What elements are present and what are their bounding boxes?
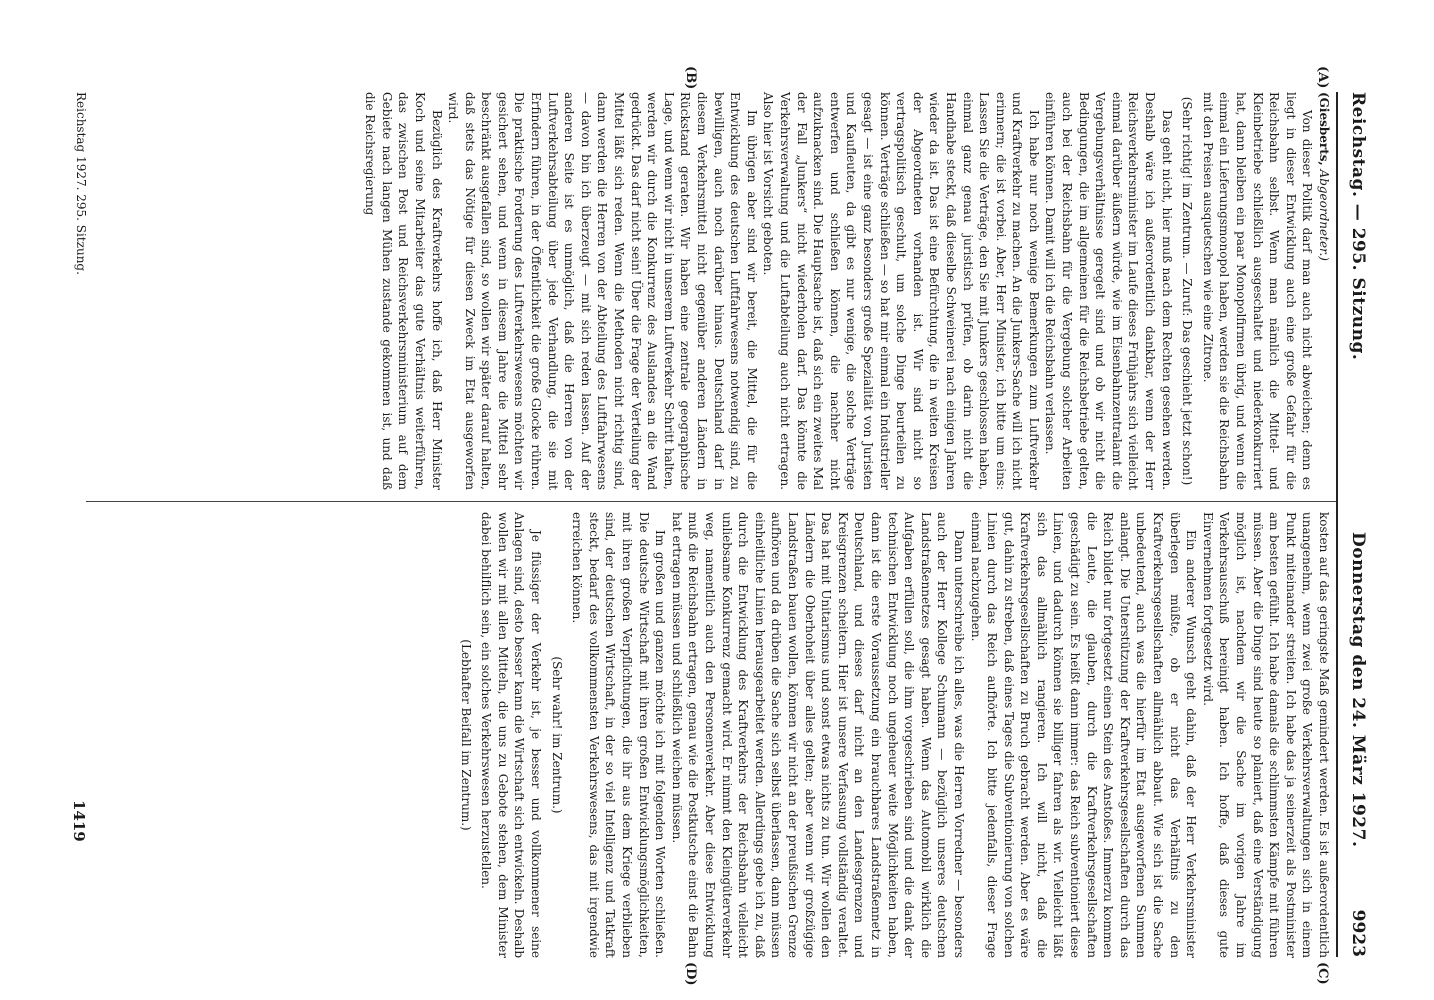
header-rule: [1336, 92, 1338, 957]
margin-marker-a: (A): [1315, 66, 1330, 89]
margin-marker-c: (C): [1315, 962, 1330, 985]
paragraph: Im übrigen aber sind wir bereit, die Mittel, die für die Entwicklung des deutschen Luftfahrwesens notwendig sind, zu bewilligen, auch noch darüber hinaus. Deutschland darf in diesem Verkehrsmittel nicht gegenüber anderen Ländern in Rückstand geraten. Wir haben eine zentrale geographische Lage, und wenn wir nicht in unserem Luftverkehr Schritt halten, werden wir durch die Konkurrenz des Auslandes an die Wand gedrückt. Das darf nicht sein! Über die Frage der Verteilung der Mittel läßt sich reden. Wenn die Methoden nicht richtig sind, dann werden die Herren von der Abteilung des Luftfahrwesens — davon bin ich überzeugt — mit sich reden lassen. Auf der anderen Seite ist es unmöglich, daß die Herren von der Luftverkehrsabteilung über jede Verhandlung, die sie mit Erfindern führen, in der Öffentlichkeit die große Glocke rühren. Die praktische Forderung des Luftverkehrswesens möchten wir gesichert sehen, und wenn in diesem Jahre die Mittel sehr beschränkt ausgefallen sind, so wollen wir später darauf halten, daß stets das Nötige für diesen Zweck im Etat ausgeworfen wird.: [446, 92, 759, 490]
footer-left: Reichstag 1927. 295. Sitzung.: [74, 92, 88, 275]
interjection: (Lebhafter Beifall im Zentrum.): [458, 639, 473, 831]
header-title: Reichstag. — 295. Sitzung.: [1348, 92, 1368, 361]
speaker-name: (Giesberts,: [1317, 92, 1331, 166]
interjection: (Sehr wahr! im Zentrum.): [549, 656, 564, 814]
margin-marker-b: (B): [683, 66, 698, 90]
speaker-role: Abgeordneter.): [1317, 169, 1331, 261]
right-column: [453, 512, 1332, 958]
paragraph: Dann unterschreibe ich alles, was die Herren Vorredner — besonders auch der Herr Kollege Schumann — bezüglich unseres deutschen Landstraßennetzes gesagt haben. Wenn das Automobil wirklich die Aufgaben erfüllen soll, die ihm vorgeschrieben sind und die dank der technischen Entwicklung noch ungeheuer weite Möglichkeiten haben, dann ist die erste Voraussetzung ein brauchbares Landstraßennetz in Deutschland, und dieses darf nicht an den Landesgrenzen und Kreisgrenzen scheitern. Hier ist unsere Verfassung vollständig veraltet. Das hat mit Unitarismus und sonst etwas nichts zu tun. Wir wollen den Ländern die Oberhoheit über alles gelten; aber wenn wir großzügige Landstraßen bauen wollen, können wir nicht an der preußischen Grenze aufhören und da drüben die Sache sich selbst überlassen, dann müssen einheitliche Linien herausgearbeitet werden. Allerdings gebe ich zu, daß durch die Entwicklung des Kraftverkehrs der Reichsbahn vielleicht unliebsame Konkurrenz gemacht wird. Er nimmt den Kleingüterverkehr weg, namentlich auch den Personenverkehr. Aber diese Entwicklung muß die Reichsbahn ertragen, genau wie die Postkutsche einst die Bahn hat ertragen müssen und schließlich weichen müssen.: [669, 512, 966, 958]
paragraph: Bezüglich des Kraftverkehrs hoffe ich, daß Herr Minister Koch und seine Mitarbeiter das gute Verhältnis weiterführen, das zwischen Post und Reichsverkehrsministerium auf dem Gebiete nach langen Mühen zustande gekommen ist, und daß die Reichsregierung: [363, 92, 444, 490]
left-column: [362, 92, 1332, 490]
paragraph: Von dieser Politik darf man auch nicht abweichen; denn es liegt in dieser Entwicklung auch eine große Gefahr für die Reichsbahn selbst. Wenn man nämlich die Mittel- und Kleinbetriebe schließlich ausgeschaltet und niederkonkurriert hat, dann bleiben ein paar Monopolfirmen übrig, und wenn die einmal ein Lieferungsmonopol haben, werden sie die Reichsbahn mit den Preisen ausquetschen wie eine Zitrone.: [1200, 92, 1315, 490]
paragraph: Je flüssiger der Verkehr ist, je besser und vollkommener seine Anlagen sind, desto besser kann die Wirtschaft sich entwickeln. Deshalb wollen wir mit allen Mitteln, die uns zu Gebote stehen, dem Minister dabei behilflich sein, ein solches Verkehrswesen herzustellen.: [479, 512, 544, 958]
header-page-number: 9923: [1348, 909, 1368, 957]
interjection: (Sehr richtig! im Zentrum. — Zuruf: Das geschieht jetzt schon!): [1180, 96, 1195, 486]
header-date: Donnerstag den 24. März 1927.: [1348, 532, 1368, 848]
paragraph: Im großen und ganzen möchte ich mit folgenden Worten schließen. Die deutsche Wirtschaft mit ihren großen Entwicklungsmöglichkeiten, mit ihren großen Verpflichtungen, die ihr aus dem Kriege verblieben sind, der deutschen Wirtschaft, in der so viel Intelligenz und Tatkraft steckt, bedarf des vollkommensten Verkehrswesens, das mit irgendwie erreichen können.: [570, 512, 668, 958]
speaker-line: [1315, 92, 1332, 490]
footer-page-number: 1419: [70, 800, 88, 842]
paragraph: Ein anderer Wunsch geht dahin, daß der Herr Verkehrsminister überlegen müßte, ob er nicht das Verhältnis zu den Kraftverkehrsgesellschaften allmählich abbaut. Wie sich ist die Sache unbedeutend, auch was die hierfür im Etat ausgeworfenen Summen anlangt. Die Unterstützung der Kraftverkehrsgesellschaften durch das Reich bildet nur fortgesetzt einen Stein des Anstoßes. Immerzu kommen die Leute, die glauben, durch die Kraftverkehrsgesellschaften geschädigt zu sein. Es heißt dann immer: das Reich subventioniert diese Linien, und dadurch können sie billiger fahren als wir. Vielleicht läßt sich das allmählich rangieren. Ich will nicht, daß die Kraftverkehrsgesellschaften zu Bruch gebracht werden. Aber es wäre gut, dahin zu streben, daß eines Tages die Subventionierung von solchen Linien durch das Reich aufhörte. Ich bitte jedenfalls, dieser Frage einmal nachzugehen.: [968, 512, 1199, 958]
column-divider: [86, 501, 1336, 502]
page-header: [1340, 92, 1368, 957]
paragraph: Das geht nicht, hier muß nach dem Rechten gesehen werden. Deshalb wäre ich außerordentlich dankbar, wenn der Herr Reichsverkehrsminister im Laufe dieses Frühjahrs sich vielleicht einmal darüber äußern würde, wie im Eisenbahnzentralamt die Vergebungsverhältnisse geregelt sind und ob wir nicht die Bedingungen, die im allgemeinen für die Reichsbetriebe gelten, auch bei der Reichsbahn für die Vergebung solcher Arbeiten einführen können. Damit will ich die Reichsbahn verlassen.: [1043, 92, 1174, 490]
margin-marker-d: (D): [683, 962, 698, 986]
paragraph: Ich habe nur noch wenige Bemerkungen zum Luftverkehr und Kraftverkehr zu machen. An die Junkers-Sache will ich nicht erinnern; die ist vorbei. Aber, Herr Minister, ich bitte um eins: Lassen Sie die Verträge, den Sie mit Junkers geschlossen haben, einmal ganz genau juristisch prüfen, ob darin nicht die Handhabe steckt, daß dieselbe Schweinerei nach einigen Jahren wieder da ist. Das ist eine Befürchtung, die in weiten Kreisen der Abgeordneten vorhanden ist. Wir sind nicht so vertragspolitisch geschult, um solche Dinge beurteilen zu können. Verträge schließen — so hat mir einmal ein Industrieller gesagt — ist eine ganz besonders große Spezialität von Juristen und Kaufleuten, da gibt es nur wenige, die solche Verträge entwerfen und schließen können, die nachher nicht aufzuknacken sind. Die Hauptsache ist, daß sich ein zweites Mal der Fall „Junkers“ nicht wiederholen darf. Das könnte die Verkehrsverwaltung und die Luftabteilung auch nicht ertragen. Also hier ist Vorsicht geboten.: [761, 92, 1041, 490]
paragraph: kosten auf das geringste Maß gemindert werden. Es ist außerordentlich unangenehm, wenn zwei große Verkehrsverwaltungen sich in einem Punkt miteinander streiten. Ich habe das ja seinerzeit als Postminister am besten gefühlt. Ich habe damals die schlimmsten Kämpfe mit führen müssen. Aber die Dinge sind heute so planiert, daß eine Verständigung möglich ist, nachdem wir die Sache im vorigen Jahre im Verkehrsausschuß bereinigt haben. Ich hoffe, daß dieses gute Einvernehmen fortgesetzt wird.: [1200, 512, 1331, 958]
